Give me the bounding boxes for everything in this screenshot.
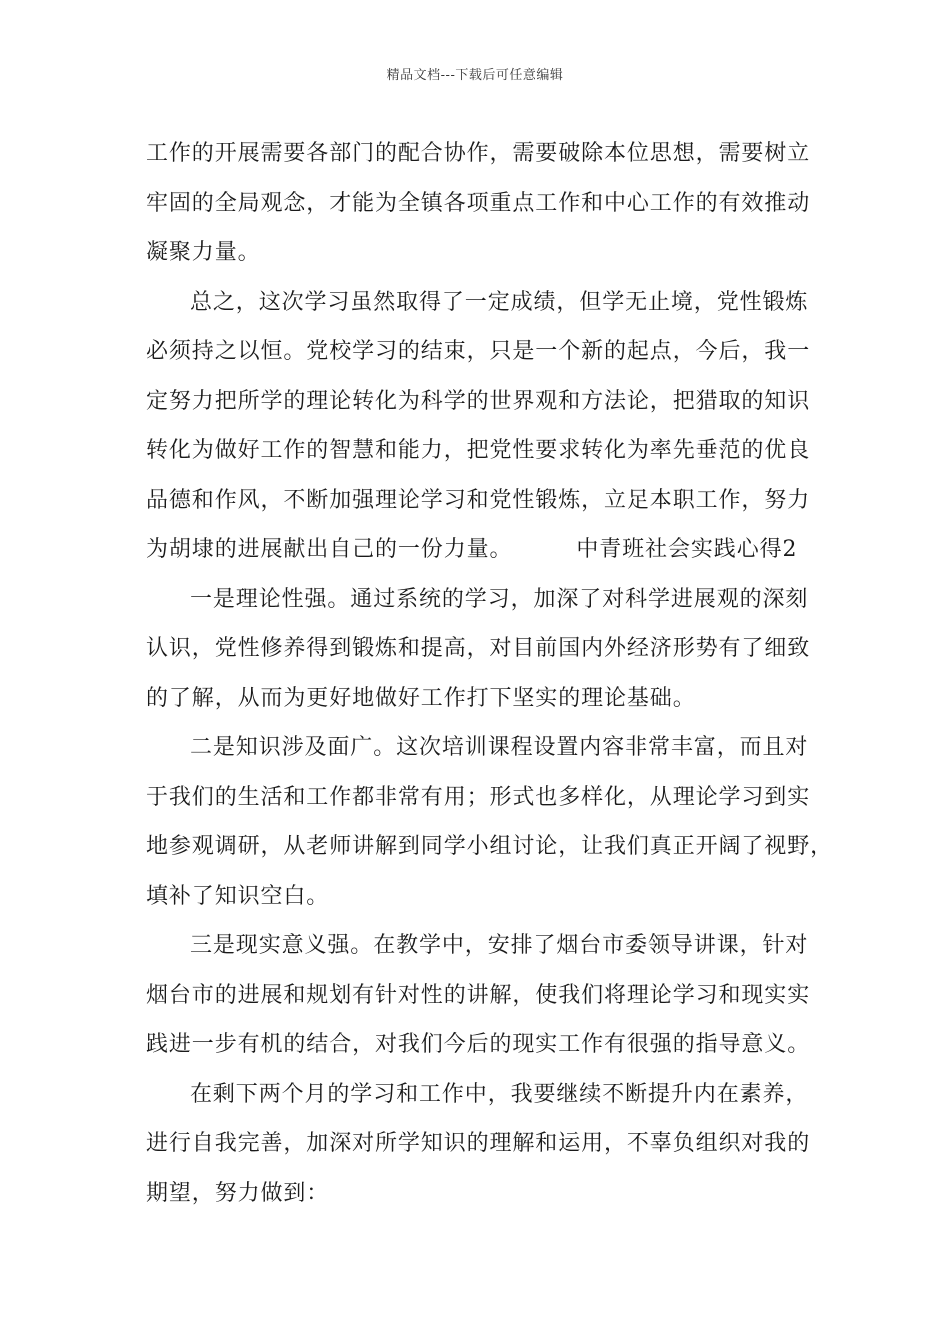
- text-line: 品德和作风，不断加强理论学习和党性锻炼，立足本职工作，努力: [146, 487, 811, 513]
- paragraph-start: 三是现实意义强。在教学中，安排了烟台市委领导讲课，针对: [190, 933, 809, 958]
- document-body: [146, 129, 834, 1218]
- section-title: 中青班社会实践心得2: [576, 537, 798, 562]
- text-line: 填补了知识空白。: [146, 883, 330, 909]
- text-line: 地参观调研，从老师讲解到同学小组讨论，让我们真正开阔了视野，: [146, 834, 834, 859]
- text-line: 转化为做好工作的智慧和能力，把党性要求转化为率先垂范的优良: [146, 438, 811, 463]
- text-line: 牢固的全局观念，才能为全镇各项重点工作和中心工作的有效推动: [146, 190, 811, 216]
- text-line: 的了解，从而为更好地做好工作打下坚实的理论基础。: [146, 685, 696, 711]
- text-line: 期望，努力做到：: [146, 1180, 330, 1206]
- page-header: 精品文档---下载后可任意编辑: [386, 68, 564, 83]
- text-line-with-title: [146, 525, 810, 575]
- text-line: 认识，党性修养得到锻炼和提高，对目前国内外经济形势有了细致: [146, 636, 811, 661]
- text-fragment: 为胡埭的进展献出自己的一份力量。: [146, 537, 513, 562]
- text-line: 于我们的生活和工作都非常有用；形式也多样化，从理论学习到实: [146, 784, 811, 810]
- text-line: 必须持之以恒。党校学习的结束，只是一个新的起点，今后，我一: [146, 339, 811, 364]
- paragraph-start: 在剩下两个月的学习和工作中，我要继续不断提升内在素养，: [190, 1081, 809, 1107]
- paragraph-start: 一是理论性强。通过系统的学习，加深了对科学进展观的深刻: [190, 586, 809, 612]
- paragraph-start: 二是知识涉及面广。这次培训课程设置内容非常丰富，而且对: [190, 735, 809, 760]
- text-line: 进行自我完善，加深对所学知识的理解和运用，不辜负组织对我的: [146, 1131, 811, 1156]
- paragraph-start: 总之，这次学习虽然取得了一定成绩，但学无止境，党性锻炼: [190, 289, 809, 315]
- text-line: 工作的开展需要各部门的配合协作，需要破除本位思想，需要树立: [146, 141, 811, 166]
- text-line: 践进一步有机的结合，对我们今后的现实工作有很强的指导意义。: [146, 1032, 811, 1057]
- text-line: 凝聚力量。: [146, 240, 261, 265]
- text-line: 烟台市的进展和规划有针对性的讲解，使我们将理论学习和现实实: [146, 982, 811, 1008]
- text-line: 定努力把所学的理论转化为科学的世界观和方法论，把猎取的知识: [146, 388, 811, 414]
